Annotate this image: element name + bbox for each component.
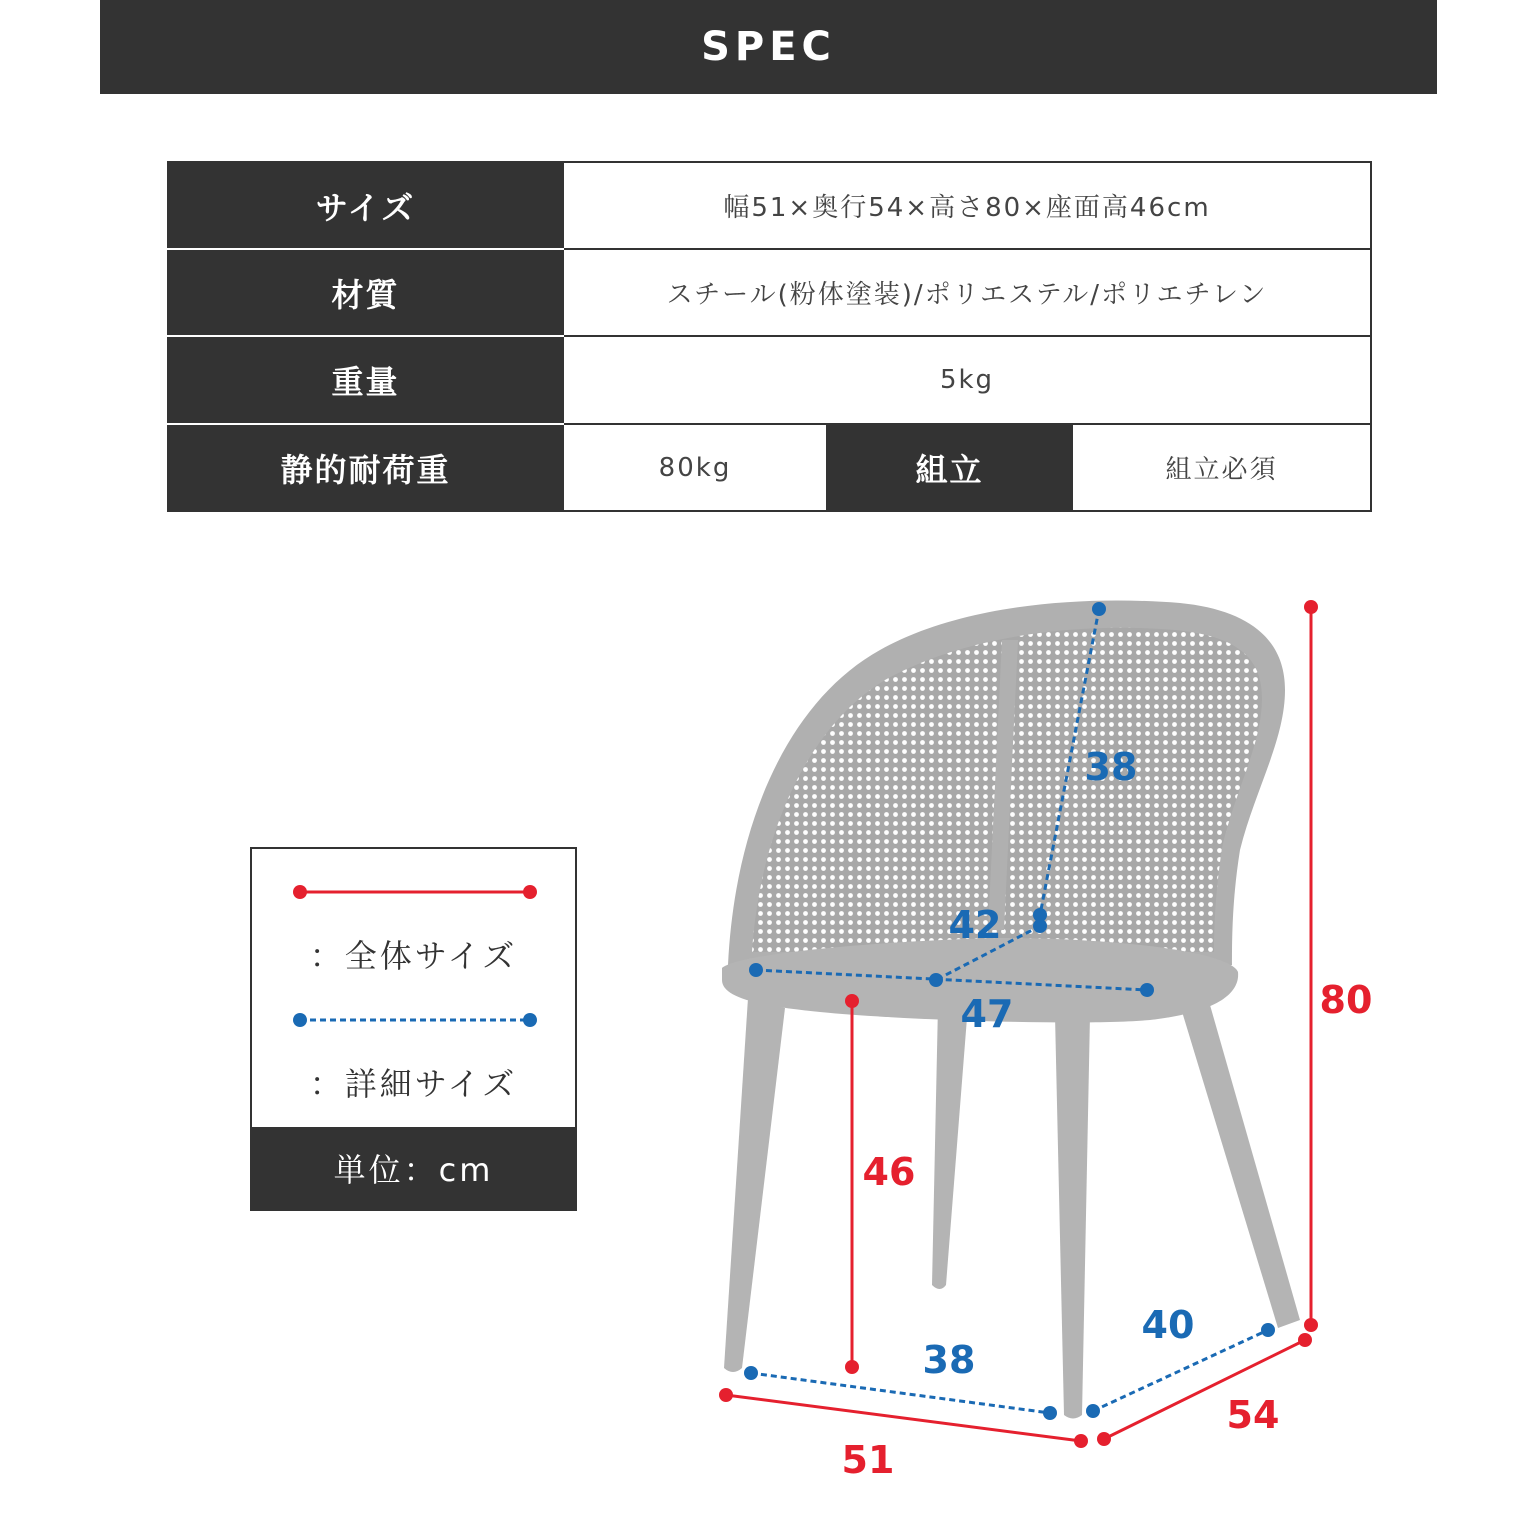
seat-height-line [845, 994, 859, 1374]
leg-depth-label: 40 [1141, 1303, 1195, 1347]
overall-width-label: 51 [841, 1438, 895, 1482]
seat-height-label: 46 [862, 1150, 916, 1194]
leg-width-label: 38 [922, 1338, 976, 1382]
weight-value: 5kg [563, 336, 1371, 424]
load-value: 80kg [563, 424, 827, 511]
legend-detail-label: ：詳細サイズ [309, 1065, 518, 1103]
header-title: SPEC [701, 24, 836, 70]
load-label: 静的耐荷重 [168, 424, 563, 511]
size-value: 幅51×奥行54×高さ80×座面高46cm [563, 162, 1371, 249]
leg-width-line [744, 1366, 1057, 1420]
overall-height-line [1304, 600, 1318, 1332]
size-label: サイズ [168, 162, 563, 249]
weight-label: 重量 [168, 336, 563, 424]
chair-front-leg-right [1055, 1015, 1090, 1419]
assembly-value: 組立必須 [1072, 424, 1371, 511]
chair-back-leg-left [932, 1005, 968, 1289]
overall-width-line [719, 1388, 1088, 1448]
overall-height-label: 80 [1319, 978, 1373, 1022]
unit-label: 単位：cm [252, 1127, 575, 1209]
overall-depth-line [1097, 1333, 1312, 1446]
material-label: 材質 [168, 249, 563, 336]
back-height-label: 38 [1084, 745, 1138, 789]
overall-depth-label: 54 [1226, 1393, 1280, 1437]
material-value: スチール(粉体塗装)/ポリエステル/ポリエチレン [563, 249, 1371, 336]
seat-width-label: 47 [960, 992, 1014, 1036]
legend-overall-label: ：全体サイズ [309, 937, 518, 975]
chair-front-leg-left [724, 998, 785, 1372]
seat-depth-label: 42 [948, 903, 1002, 947]
chair-back-leg-right [1180, 1005, 1300, 1328]
assembly-label: 組立 [827, 424, 1072, 511]
